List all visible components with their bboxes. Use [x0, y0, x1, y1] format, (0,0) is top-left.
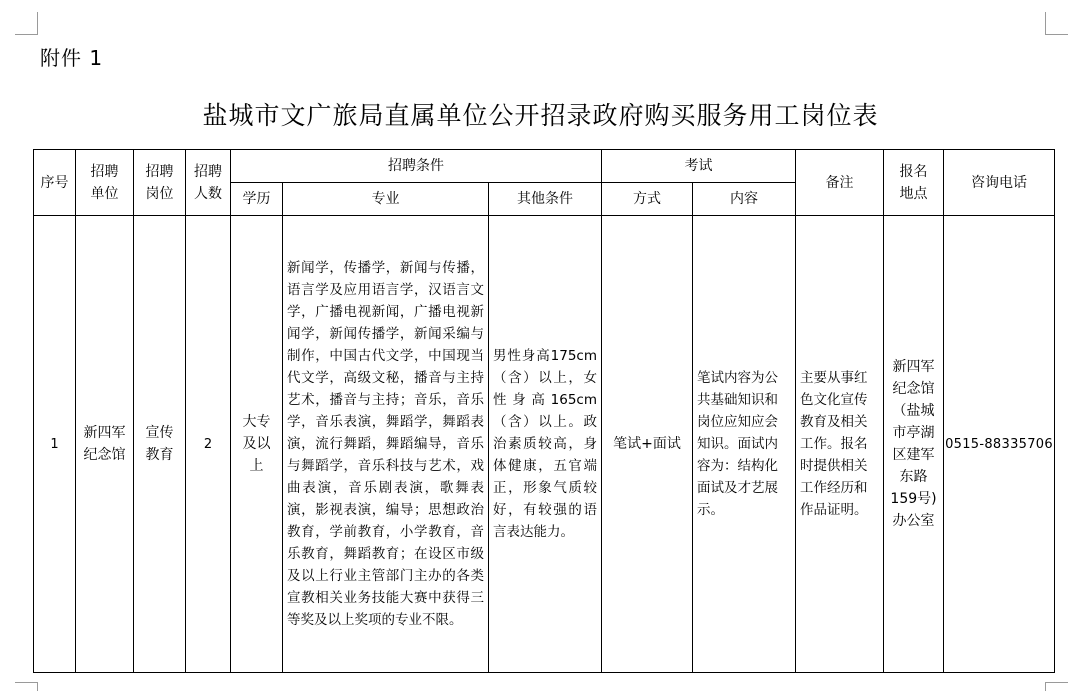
cell-exam-method: 笔试+面试 [602, 216, 693, 673]
header-phone: 咨询电话 [944, 150, 1055, 216]
header-remarks: 备注 [796, 150, 884, 216]
cell-exam-content: 笔试内容为公共基础知识和岗位应知应会知识。面试内容为：结构化面试及才艺展示。 [693, 216, 796, 673]
header-location: 报名 地点 [884, 150, 944, 216]
header-exam: 考试 [602, 150, 796, 183]
header-unit: 招聘 单位 [76, 150, 134, 216]
cell-unit: 新四军 纪念馆 [76, 216, 134, 673]
header-education: 学历 [231, 183, 283, 216]
cell-other-conditions: 男性身高175cm（含）以上，女性身高165cm（含）以上。政治素质较高，身体健康，五官端正，形象气质较好，有较强的语言表达能力。 [489, 216, 602, 673]
cell-post: 宣传 教育 [134, 216, 186, 673]
header-exam-content: 内容 [693, 183, 796, 216]
page-corner-mark-top-left [15, 12, 38, 35]
cell-major: 新闻学，传播学，新闻与传播，语言学及应用语言学，汉语言文学，广播电视新闻，广播电视新闻学，新闻传播学，新闻采编与制作，中国古代文学，中国现当代文学，高级文秘，播音与主持艺术，播音与主持；音乐，音乐学，音乐表演，舞蹈学，舞蹈表演，流行舞蹈，舞蹈编导，音乐与舞蹈学，音乐科技与艺术，戏曲表演，音乐剧表演，歌舞表演，影视表演，编导；思想政治教育，学前教育，小学教育，音乐教育，舞蹈教育；在设区市级及以上行业主管部门主办的各类宣教相关业务技能大赛中获得三等奖及以上奖项的专业不限。 [283, 216, 489, 673]
cell-location: 新四军 纪念馆 （盐城 市亭湖 区建军 东路 159号) 办公室 [884, 216, 944, 673]
cell-seq: 1 [34, 216, 76, 673]
page-corner-mark-top-right [1045, 12, 1068, 35]
cell-education: 大专 及以 上 [231, 216, 283, 673]
header-count: 招聘 人数 [186, 150, 231, 216]
attachment-label: 附件 1 [40, 46, 104, 70]
recruitment-table [33, 149, 1055, 673]
header-major: 专业 [283, 183, 489, 216]
header-post: 招聘 岗位 [134, 150, 186, 216]
header-row-1 [34, 150, 1055, 183]
table-row [34, 216, 1055, 673]
cell-remarks: 主要从事红色文化宣传教育及相关工作。报名时提供相关工作经历和作品证明。 [796, 216, 884, 673]
cell-phone: 0515-88335706 [944, 216, 1055, 673]
header-exam-method: 方式 [602, 183, 693, 216]
document-title: 盐城市文广旅局直属单位公开招录政府购买服务用工岗位表 [202, 101, 879, 130]
cell-count: 2 [186, 216, 231, 673]
header-seq: 序号 [34, 150, 76, 216]
header-other-conditions: 其他条件 [489, 183, 602, 216]
header-conditions: 招聘条件 [231, 150, 602, 183]
